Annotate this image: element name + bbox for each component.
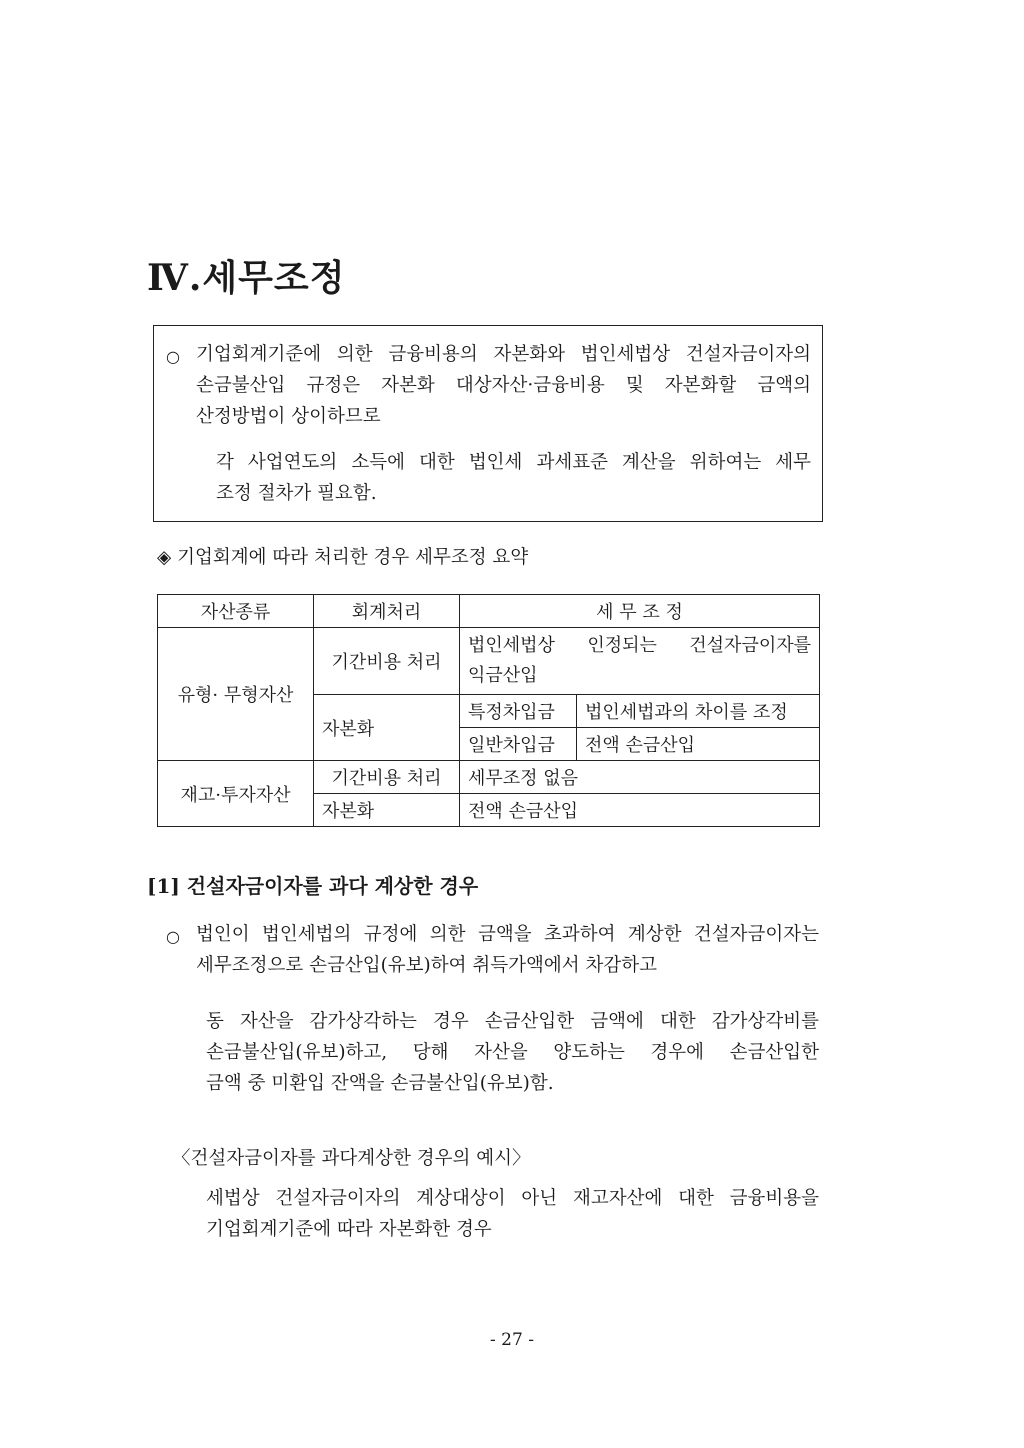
- intro-sub-line-2: 조정 절차가 필요함.: [216, 483, 377, 504]
- section-sub-line-1: 동 자산을 감가상각하는 경우 손금산입한 금액에 대한 감가상각비를: [206, 1011, 819, 1032]
- header-accounting: 회계처리: [314, 595, 460, 628]
- adjust-none: 세무조정 없음: [460, 761, 820, 794]
- section-heading: [1] 건설자금이자를 과다 계상한 경우: [147, 874, 479, 898]
- adjust-expense-line-2: 익금산입: [468, 665, 538, 686]
- header-tax-adjustment: 세 무 조 정: [460, 595, 820, 628]
- section-sub-line-3: 금액 중 미환입 잔액을 손금불산입(유보)함.: [206, 1073, 554, 1094]
- section-bullet: ○: [166, 927, 180, 946]
- adjust-expense-line-1: 법인세법상 인정되는 건설자금이자를: [468, 635, 811, 656]
- summary-heading: ◈ 기업회계에 따라 처리한 경우 세무조정 요약: [157, 547, 529, 568]
- intro-line-1: 기업회계기준에 의한 금융비용의 자본화와 법인세법상 건설자금이자의: [196, 344, 811, 365]
- section-sub-line-2: 손금불산입(유보)하고, 당해 자산을 양도하는 경우에 손금산입한: [206, 1042, 819, 1063]
- example-line-2: 기업회계기준에 따라 자본화한 경우: [206, 1219, 492, 1240]
- intro-line-2: 손금불산입 규정은 자본화 대상자산·금융비용 및 자본화할 금액의: [196, 375, 811, 396]
- table-row: [158, 761, 820, 794]
- example-line-1: 세법상 건설자금이자의 계상대상이 아닌 재고자산에 대한 금융비용을: [206, 1188, 819, 1209]
- table-row: [158, 628, 820, 695]
- specific-borrowing-adjust: 법인세법과의 차이를 조정: [577, 695, 820, 728]
- general-borrowing-label: 일반차입금: [460, 728, 577, 761]
- accounting-expense-2: 기간비용 처리: [314, 761, 460, 794]
- adjust-full-deduction: 전액 손금산입: [460, 794, 820, 827]
- table-header-row: [158, 595, 820, 628]
- page-number: - 27 -: [490, 1330, 534, 1350]
- adjust-expense: [460, 628, 820, 695]
- accounting-expense: 기간비용 처리: [314, 628, 460, 695]
- intro-bullet: ○: [166, 347, 180, 366]
- asset-inventory-investment: 재고·투자자산: [158, 761, 314, 827]
- intro-sub-line-1: 각 사업연도의 소득에 대한 법인세 과세표준 계산을 위하여는 세무: [216, 452, 811, 473]
- general-borrowing-adjust: 전액 손금산입: [577, 728, 820, 761]
- accounting-capitalize-2: 자본화: [314, 794, 460, 827]
- asset-tangible-intangible: 유형· 무형자산: [158, 628, 314, 761]
- accounting-capitalize: 자본화: [314, 695, 460, 761]
- intro-line-3: 산정방법이 상이하므로: [196, 406, 381, 427]
- page-title: Ⅳ.세무조정: [147, 257, 346, 299]
- header-asset-type: 자산종류: [158, 595, 314, 628]
- section-line-1: 법인이 법인세법의 규정에 의한 금액을 초과하여 계상한 건설자금이자는: [196, 924, 819, 945]
- tax-adjustment-summary-table: [157, 594, 820, 827]
- section-line-2: 세무조정으로 손금산입(유보)하여 취득가액에서 차감하고: [196, 955, 657, 976]
- specific-borrowing-label: 특정차입금: [460, 695, 577, 728]
- example-title: 〈건설자금이자를 과다계상한 경우의 예시〉: [172, 1148, 531, 1169]
